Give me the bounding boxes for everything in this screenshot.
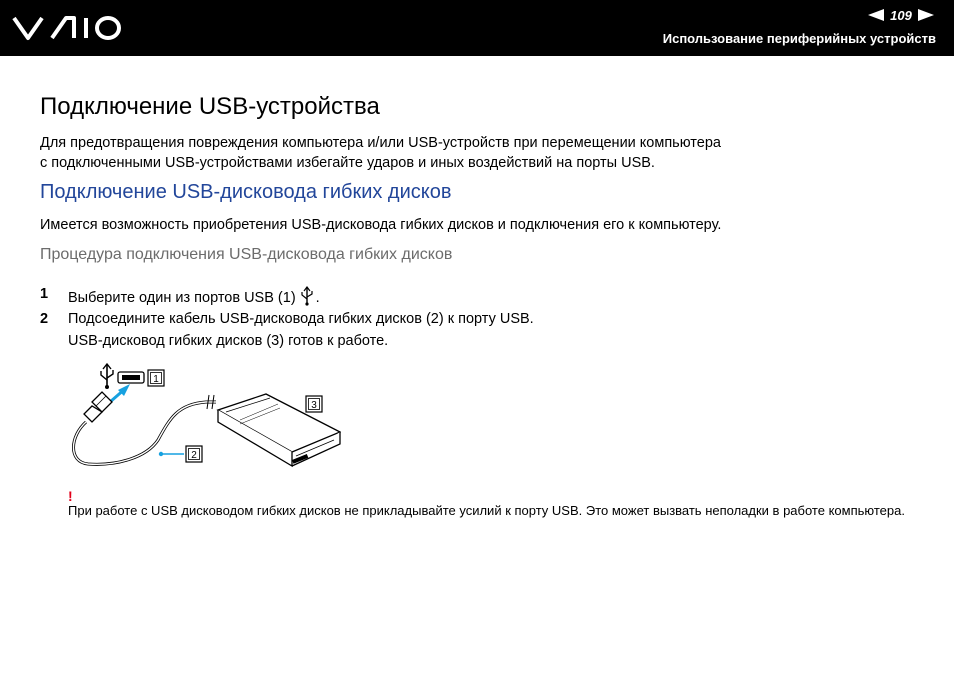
- section-title: Использование периферийных устройств: [662, 31, 936, 46]
- callout-1: [148, 370, 164, 386]
- subsection-title: Подключение USB-дисковода гибких дисков: [40, 181, 452, 203]
- usb-plug: [84, 392, 112, 422]
- intro-line-2: с подключенными USB-устройствами избегайте ударов и иных воздействий на порты USB.: [40, 155, 655, 171]
- step-text: Подсоедините кабель USB-дисковода гибких дисков (2) к порту USB.: [68, 311, 534, 327]
- vaio-logo: [12, 14, 124, 42]
- usb-icon: [101, 364, 113, 389]
- usb-port-icon: [118, 372, 144, 383]
- header-bar: [0, 0, 954, 56]
- step-text: Выберите один из портов USB (1) .: [68, 286, 320, 306]
- page-title: Подключение USB-устройства: [40, 93, 380, 120]
- svg-text:2: 2: [191, 450, 197, 461]
- arrow-left-icon[interactable]: [868, 9, 884, 21]
- warning-text: При работе с USB дисководом гибких дисков не прикладывайте усилий к порту USB. Это может вызвать неполадки в работе компьютера.: [68, 503, 905, 518]
- intro-paragraph: [40, 133, 721, 173]
- page-number: 109: [890, 7, 912, 23]
- usb-floppy-illustration: [66, 362, 341, 482]
- callout-3: [306, 396, 322, 412]
- intro-line-1: Для предотвращения повреждения компьютера и/или USB-устройств при перемещении компьютера: [40, 135, 721, 151]
- callout-2: [186, 446, 202, 462]
- pager: [868, 6, 934, 24]
- svg-text:3: 3: [311, 400, 317, 411]
- step-number: 2: [40, 311, 49, 327]
- step-number: 1: [40, 286, 49, 302]
- usb-icon: [300, 286, 314, 306]
- subsection-text: Имеется возможность приобретения USB-дисковода гибких дисков и подключения его к компьютеру.: [40, 217, 722, 233]
- arrow-right-icon[interactable]: [918, 9, 934, 21]
- warning-icon: !: [68, 488, 73, 504]
- svg-text:1: 1: [153, 374, 159, 385]
- procedure-title: Процедура подключения USB-дисковода гибких дисков: [40, 246, 453, 263]
